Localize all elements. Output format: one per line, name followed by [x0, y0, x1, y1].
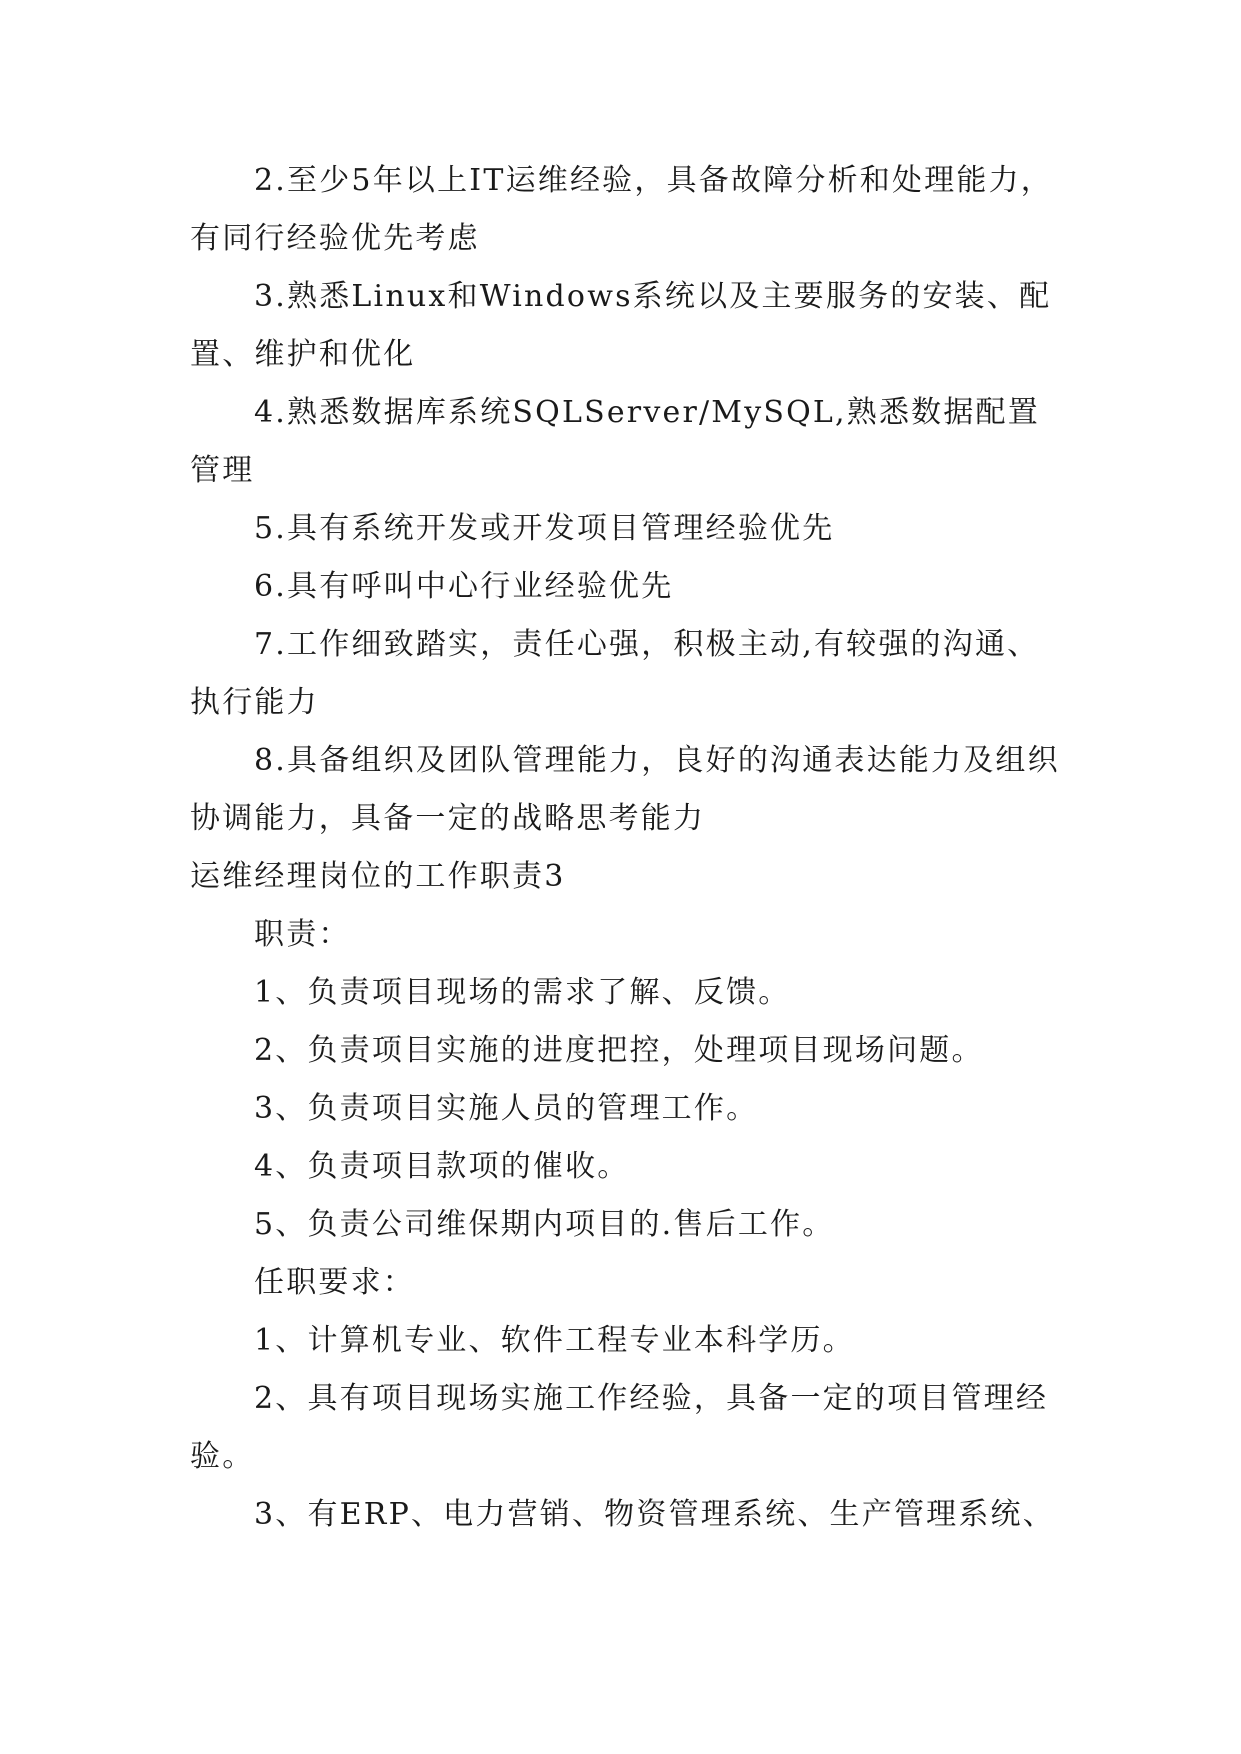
duty-item-5: 5、负责公司维保期内项目的.售后工作。 — [254, 1207, 835, 1242]
requirement-item-3: 3、有ERP、电力营销、物资管理系统、生产管理系统、 — [254, 1497, 1055, 1532]
requirement-item-1: 1、计算机专业、软件工程专业本科学历。 — [254, 1323, 855, 1358]
duty-item-4: 4、负责项目款项的催收。 — [254, 1149, 630, 1184]
requirement-item-2: 2、具有项目现场实施工作经验，具备一定的项目管理经验。 — [190, 1381, 1049, 1474]
duty-item-3: 3、负责项目实施人员的管理工作。 — [254, 1091, 759, 1126]
paragraph-req-6: 6.具有呼叫中心行业经验优先 — [254, 569, 674, 604]
paragraph-req-8: 8.具备组织及团队管理能力，良好的沟通表达能力及组织协调能力，具备一定的战略思考能力 — [190, 743, 1060, 836]
paragraph-req-5: 5.具有系统开发或开发项目管理经验优先 — [254, 511, 835, 546]
duty-item-2: 2、负责项目实施的进度把控，处理项目现场问题。 — [254, 1033, 984, 1068]
duty-item-1: 1、负责项目现场的需求了解、反馈。 — [254, 975, 791, 1010]
paragraph-req-7: 7.工作细致踏实，责任心强，积极主动,有较强的沟通、执行能力 — [190, 627, 1040, 720]
section-heading: 运维经理岗位的工作职责3 — [190, 859, 566, 894]
duties-label: 职责： — [254, 917, 351, 952]
paragraph-req-3: 3.熟悉Linux和Windows系统以及主要服务的安装、配置、维护和优化 — [190, 279, 1052, 372]
document-page — [190, 152, 1070, 1544]
requirements-label: 任职要求： — [254, 1265, 415, 1300]
paragraph-req-2: 2.至少5年以上IT运维经验，具备故障分析和处理能力，有同行经验优先考虑 — [190, 163, 1053, 256]
paragraph-req-4: 4.熟悉数据库系统SQLServer/MySQL,熟悉数据配置管理 — [190, 395, 1040, 488]
